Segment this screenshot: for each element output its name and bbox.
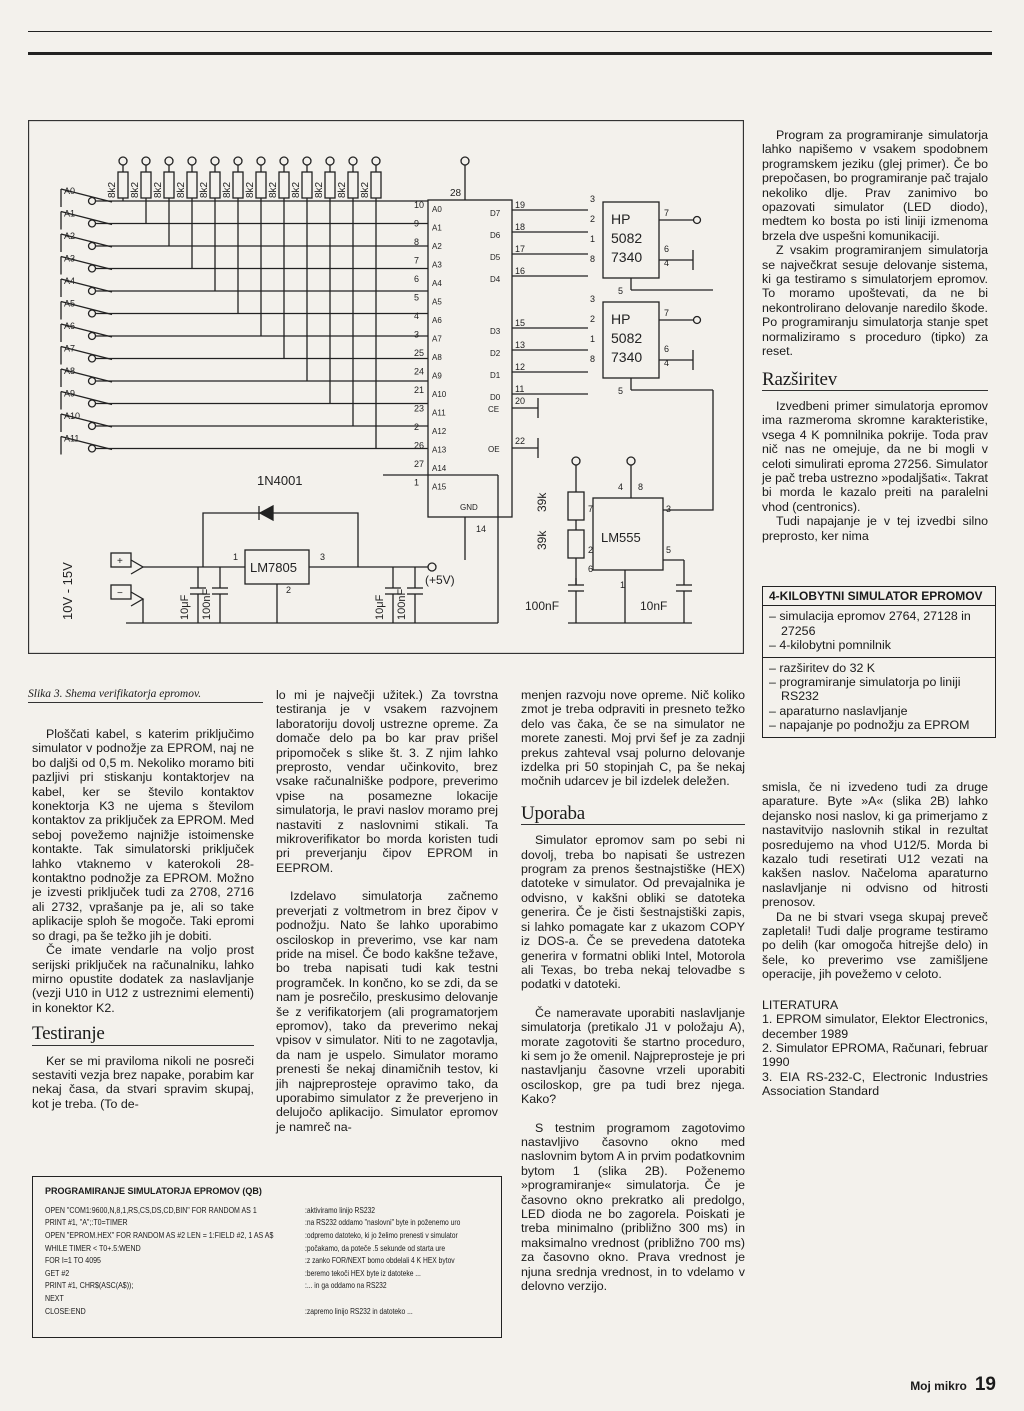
eprom-address-pin: A6 <box>432 316 442 325</box>
address-label: A11 <box>64 433 80 444</box>
resistor-label: 8k2 <box>199 181 210 198</box>
resistor <box>371 172 381 198</box>
code-line <box>33 1229 501 1242</box>
eprom-address-pin: A3 <box>432 260 442 270</box>
switch-contact <box>89 265 96 272</box>
code-line <box>33 1292 501 1305</box>
pullup-node <box>326 157 334 165</box>
pullup-node <box>119 157 127 165</box>
eprom-address-pin: A7 <box>432 334 442 344</box>
display-drivers <box>590 194 713 396</box>
address-label: A1 <box>64 208 76 219</box>
eprom-pin-number: 8 <box>414 237 420 247</box>
address-label: A6 <box>64 321 76 331</box>
spec-item: – aparaturno naslavljanje <box>769 703 908 718</box>
eprom-ce-pin: CE <box>488 405 500 414</box>
code-comment: :počakamo, da poteče .5 sekunde od starta ure <box>305 1242 446 1253</box>
resistor <box>118 172 128 198</box>
pullup-node <box>349 157 357 165</box>
cap-100n-timer: 100nF <box>525 599 560 613</box>
capacitor-label: 10μF <box>179 594 191 620</box>
eprom-pin-number: 3 <box>414 329 420 340</box>
column-4 <box>762 128 988 543</box>
display-pin: 4 <box>664 258 670 268</box>
resistor-label: 8k2 <box>176 181 187 198</box>
resistor-label: 8k2 <box>245 181 256 198</box>
code-comment: :na RS232 oddamo "naslovni" byte in poženemo uro <box>305 1217 461 1228</box>
code-line <box>33 1267 501 1280</box>
col4-paragraph-2: Z vsakim programiranjem simulatorja se največkrat sesuje delovanje sistema, ki ga testiramo s simulatorjem epromov. To moramo upoštevati, da ne bi nekontrolirano delovanje naredilo škode. Po programiranju simulatorja stanje spet normaliziramo s proceduro (tipko) za reset. <box>762 243 988 359</box>
eprom-address-pin: A1 <box>432 223 442 233</box>
code-line <box>33 1254 501 1267</box>
timer-circuit <box>525 390 713 623</box>
eprom-data-pin: D4 <box>490 275 501 284</box>
switch-contact <box>89 333 96 340</box>
switch-contact <box>89 220 96 227</box>
code-comment: :beremo tekoči HEX byte iz datoteke ... <box>305 1267 421 1278</box>
switch-contact <box>89 288 96 295</box>
pullup-node <box>303 157 311 165</box>
magazine-name: Moj mikro <box>910 1379 967 1393</box>
eprom-pin-number: 4 <box>414 311 420 321</box>
capacitor-label: 100nF <box>396 588 408 620</box>
code-line <box>33 1242 501 1255</box>
switch-contact <box>89 355 96 362</box>
address-label: A2 <box>64 231 76 241</box>
column-4-lower <box>762 780 988 1099</box>
pullup-resistors <box>107 157 428 449</box>
page-number: 19 <box>974 1374 996 1395</box>
eprom-address-pin: A15 <box>432 482 447 492</box>
col4-paragraph-3: Izvedbeni primer simulatorja epromov ima razmeroma skromne karakteristike, vsega 4 K pomnilnika pokrije. Toda prav nič nas ne omejuje, da ne bi mogli v celoti simulirati eproma 27256. Simulator je pač treba ustrezno »podaljšati«. Takrat bi morda le kazalo preiti na paralelni vhod (centronics). <box>762 398 988 514</box>
eprom-address-pin: A4 <box>432 279 442 288</box>
address-label: A5 <box>64 298 76 309</box>
svg-text:1: 1 <box>233 552 239 562</box>
code-statement: OPEN "EPROM.HEX" FOR RANDOM AS #2 LEN = 1:FIELD #2, 1 AS A$ <box>45 1229 274 1240</box>
eprom-address-pin: A0 <box>432 205 442 214</box>
code-comment: :odpremo datoteko, ki jo želimo prenesti v simulator <box>305 1229 458 1240</box>
code-statement: CLOSE:END <box>45 1305 86 1316</box>
spec-box-section-1 <box>763 606 995 656</box>
code-statement: GET #2 <box>45 1267 70 1278</box>
display-pin: 5 <box>618 386 624 396</box>
code-listing <box>32 1176 502 1338</box>
pullup-node <box>188 157 196 165</box>
eprom-pin-14: 14 <box>476 524 487 534</box>
code-line <box>33 1204 501 1217</box>
display-node <box>694 217 701 224</box>
display-pin: 6 <box>664 344 670 354</box>
spec-item: – simulacija epromov 2764, 27128 in 27256 <box>769 609 971 638</box>
svg-text:1: 1 <box>620 580 626 590</box>
resistor <box>279 172 289 198</box>
col2-paragraph-2: Izdelavo simulatorja začnemo preverjati z voltmetrom in brez čipov v podnožju. Nato še lahko uporabimo osciloskop in preverimo, vse kar nam pride na misel. Če bodo kakšne težave, bo treba napisati tudi kak testni programček. In končno, ko se zdi, da se nam je posrečilo, preskusimo delovanje še z verifikatorjem (ali programatorjem epromov), tako da preverimo nekaj vpisov v simulator. Niti to ne zagotavlja, da nam je uspelo. Simulator moramo prenesti še nekaj dinamičnih testov, ki jih najpreprosteje opravimo tako, da uporabimo simulator z že preverjeno in delujočo aplikacijo. Simulator epromov je namreč na- <box>276 889 498 1134</box>
resistor-label: 8k2 <box>314 181 325 198</box>
eprom-oe-pin: OE <box>488 445 500 454</box>
spec-item: – razširitev do 32 K <box>769 660 876 675</box>
eprom-right-pin: 22 <box>515 436 526 446</box>
eprom-data-pin: D2 <box>490 349 501 358</box>
eprom-pin-number: 10 <box>414 200 425 210</box>
code-statement: FOR I=1 TO 4095 <box>45 1255 101 1266</box>
display-node <box>694 317 701 324</box>
col4-paragraph-4: Tudi napajanje je v tej izvedbi silno preprosto, ker nima <box>762 514 988 543</box>
code-statement: PRINT #1, CHR$(ASC(A$)); <box>45 1280 134 1291</box>
display-pin: 4 <box>664 358 670 368</box>
eprom-address-pin: A9 <box>432 371 442 381</box>
resistor <box>302 172 312 198</box>
eprom-pin-number: 21 <box>414 385 425 395</box>
heading-razsiritev: Razširitev <box>762 373 988 391</box>
svg-text:7: 7 <box>588 504 594 514</box>
display-pin: 1 <box>590 334 596 344</box>
literature-item: 3. EIA RS-232-C, Electronic Industries Association Standard <box>762 1069 988 1099</box>
address-switches <box>61 186 376 455</box>
eprom-address-pin: A14 <box>432 464 447 473</box>
eprom-pin-number: 24 <box>414 366 425 377</box>
code-line <box>33 1279 501 1292</box>
code-statement: PRINT #1, "A";:T0=TIMER <box>45 1217 128 1228</box>
display-label: 7340 <box>611 349 643 365</box>
address-label: A7 <box>64 343 76 354</box>
svg-text:3: 3 <box>320 552 326 562</box>
resistor-label: 8k2 <box>107 181 118 198</box>
minus-terminal: − <box>117 588 123 599</box>
diode-label: 1N4001 <box>257 473 303 488</box>
column-1 <box>32 727 254 1111</box>
pullup-node <box>280 157 288 165</box>
display-pin: 1 <box>590 234 596 244</box>
spec-box-section-2 <box>763 657 995 737</box>
code-statement: WHILE TIMER < T0+.5:WEND <box>45 1242 141 1253</box>
eprom-right-pin: 17 <box>515 244 526 254</box>
eprom-pin-number: 7 <box>414 255 420 266</box>
svg-text:5: 5 <box>666 545 672 555</box>
col4-paragraph-5: smisla, če ni izvedeno tudi za druge aparature. Byte »A« (slika 2B) lahko dejansko nosi naslov, ki ga primerjamo z nastavitvijo naslovnih stikal in rezultat posredujemo na vhod U12/5. Morda bi kazalo tudi resetirati U12 vezati na kakšen naslov. Načeloma aparaturno naslavljanje ni odvisno od hitrosti prenosov. <box>762 780 988 910</box>
eprom-address-pin: A10 <box>432 390 447 399</box>
eprom-pin-labels <box>414 200 588 512</box>
eprom-right-pin: 11 <box>515 384 525 394</box>
code-line <box>33 1216 501 1229</box>
resistor <box>325 172 335 198</box>
eprom-right-pin: 12 <box>515 362 526 372</box>
svg-text:8: 8 <box>638 482 644 492</box>
spec-item: – napajanje po podnožju za EPROM <box>769 718 970 733</box>
switch-contact <box>89 400 96 407</box>
verifier-schematic <box>28 120 744 654</box>
col1-paragraph-2: Če imate vendarle na voljo prost serijski priključek na računalniku, lahko mirno opustite dodatek za naslavljanje (vezji U10 in U12 z ustreznimi elementi) in konektor K2. <box>32 943 254 1015</box>
display-pin: 2 <box>590 214 596 224</box>
display-label: HP <box>611 211 631 227</box>
display-pin: 5 <box>618 286 624 296</box>
timer-label: LM555 <box>601 530 641 545</box>
eprom-right-pin: 13 <box>515 340 526 350</box>
eprom-address-pin: A13 <box>432 445 447 455</box>
col2-paragraph-1: lo mi je največji užitek.) Za tovrstna testiranja je v vsakem razvojnem laboratoriju dovolj ustrezne opreme. Za domače delo pa bo kar prav prišel pripomoček s slike št. 3. Z njim lahko preprosto, vendar učinkovito, brez vsake računalniške podpore, preverimo vpise na posamezne lokacije simulatorja, le pravi naslov moramo prej nastaviti z naslovnimi stikali. Ta mikroverifikator bo morda koristen tudi pri preverjanju čipov EPROM in EEPROM. <box>276 688 498 875</box>
col3-paragraph-3: Če nameravate uporabiti naslavljanje simulatorja (pretikalo J1 v položaju A), morate zagotoviti še startno proceduro, ki sem jo že omenil. Najpreprosteje je pri nastavljanju časovne vrzeli uporabiti osciloskop, gre pa tudi brez njega. Kako? <box>521 1005 745 1107</box>
page-footer <box>910 1374 996 1396</box>
capacitor-label: 10μF <box>374 594 386 620</box>
col3-paragraph-4: S testnim programom zagotovimo nastavljivo časovno okno med naslovnim bytom A in prvim podatkovnim bytom 1 (slika 2B). Poženemo »programiranje« simulatorja. Če je časovno okno prekratko ali predolgo, LED dioda ne bo zagorela. Poiskati je treba minimalno (približno 300 ms) in maksimalno vrednost (približno 700 ms) za časovno okno. Prava vrednost je njuna srednja vrednost, in to vdelamo v delovno verzijo. <box>521 1120 745 1294</box>
capacitor-label: 100nF <box>201 588 213 620</box>
literature-item: 2. Simulator EPROMA, Računari, februar 1990 <box>762 1040 988 1070</box>
column-3 <box>521 688 745 1293</box>
switch-contact <box>89 378 96 385</box>
literature-title: LITERATURA <box>762 997 839 1012</box>
eprom-address-pin: A5 <box>432 297 442 307</box>
eprom-pin-number: 27 <box>414 459 425 469</box>
eprom-pin-28: 28 <box>450 188 462 199</box>
eprom-data-pin: D5 <box>490 253 501 262</box>
eprom-pin-number: 5 <box>414 292 420 303</box>
code-statement: NEXT <box>45 1292 64 1303</box>
address-label: A4 <box>64 276 76 286</box>
pullup-node <box>142 157 150 165</box>
display-pin: 8 <box>590 254 596 264</box>
switch-contact <box>89 423 96 430</box>
display-pin: 3 <box>590 194 596 204</box>
resistor-label: 8k2 <box>130 181 141 198</box>
col3-paragraph-1: menjen razvoju nove opreme. Nič koliko zmot je treba odpraviti in presneto težko delo vas čaka, če se na simulator ne morete zanesti. Moj prvi šef je za zadnji prekus zahteval vsaj polurno delovanje izdelka pri 50 stopinjah C, pa še nekaj močnih udarcev je bil izdelek deležen. <box>521 688 745 789</box>
display-pin: 7 <box>664 308 670 318</box>
eprom-right-pin: 20 <box>515 396 526 406</box>
resistor-label: 8k2 <box>337 181 348 198</box>
switch-contact <box>89 198 96 205</box>
eprom-pin-number: 25 <box>414 348 425 358</box>
resistor <box>187 172 197 198</box>
eprom-gnd-pin: GND <box>460 503 478 512</box>
eprom-address-pin: A12 <box>432 427 447 436</box>
heading-testiranje: Testiranje <box>32 1027 254 1045</box>
switch-contact <box>89 243 96 250</box>
address-label: A0 <box>64 186 76 196</box>
col4-paragraph-6: Da ne bi stvari vsega skupaj preveč zapletali! Tudi dalje programe testiramo po delih (kar omogoča hitrejše delo) in šele, ko preverimo vse zamišljene operacije, jih povežemo v celoto. <box>762 909 988 982</box>
resistor <box>164 172 174 198</box>
pullup-node <box>211 157 219 165</box>
address-label: A10 <box>64 411 81 421</box>
col1-paragraph-3: Ker se mi praviloma nikoli ne posreči sestaviti vezja brez napake, porabim kar nekaj časa, da stvari spravim skupaj, kot je treba. (To de- <box>32 1053 254 1111</box>
heading-uporaba: Uporaba <box>521 807 745 825</box>
eprom-address-pin: A8 <box>432 353 442 362</box>
code-comment: :aktiviramo linijo RS232 <box>305 1204 376 1215</box>
eprom-pin-number: 6 <box>414 274 420 284</box>
literature-item: 1. EPROM simulator, Elektor Electronics, december 1989 <box>762 1012 988 1041</box>
svg-text:4: 4 <box>618 482 624 492</box>
code-comment: :zapremo linijo RS232 in datoteko ... <box>305 1305 413 1316</box>
supply-label: (+5V) <box>425 573 455 587</box>
regulator-label: LM7805 <box>250 560 297 575</box>
spec-item: – programiranje simulatorja po liniji RS232 <box>769 675 961 704</box>
address-label: A3 <box>64 253 76 264</box>
eprom-pin-number: 9 <box>414 218 420 229</box>
cap-10n: 10nF <box>640 599 668 613</box>
svg-text:3: 3 <box>666 504 672 514</box>
code-title: PROGRAMIRANJE SIMULATORJA EPROMOV (QB) <box>45 1186 262 1196</box>
display-label: HP <box>611 311 631 327</box>
col4-paragraph-1: Program za programiranje simulatorja lahko napišemo v vsakem spodobnem programskem jeziku (glej primer). Če bo prepočasen, bo programiranje pač trajalo nekoliko dlje. Prav zanimivo bo opazovati simulator (LED diodo), medtem ko bosta po isti liniji izmenoma brzela dve uspešni komunikaciji. <box>762 128 988 243</box>
display-pin: 8 <box>590 354 596 364</box>
r39k-b: 39k <box>535 530 549 550</box>
spec-box <box>762 586 996 738</box>
svg-text:2: 2 <box>588 545 594 555</box>
filter-capacitors <box>179 567 423 623</box>
r39k-a: 39k <box>535 492 549 512</box>
pullup-node <box>257 157 265 165</box>
column-2 <box>276 688 498 1134</box>
switch-contact <box>89 310 96 317</box>
pullup-node <box>234 157 242 165</box>
eprom-data-pin: D7 <box>490 209 501 218</box>
eprom-right-pin: 19 <box>515 200 526 210</box>
plus-terminal: + <box>117 556 123 567</box>
display-label: 7340 <box>611 249 643 265</box>
code-lines <box>33 1204 501 1317</box>
eprom-right-pin: 18 <box>515 222 526 232</box>
col3-paragraph-2: Simulator epromov sam po sebi ni dovolj, treba bo napisati še ustrezen program za prenos šestnajstiške (HEX) datoteke v simulator. Od prevajalnika je odvisno, v kakšni obliki se datoteka generira. Če je čisti šestnajstiški zapis, si lahko pomagate kar z ukazom COPY iz DOS-a. Če se prevedena datoteka generira v formatni obliki Intel, Motorola ali Texas, bo treba nekaj telovadbe s podatki v datoteki. <box>521 833 745 992</box>
display-pin: 6 <box>664 244 670 254</box>
eprom-pin-number: 1 <box>414 477 420 488</box>
spec-box-title: 4-KILOBYTNI SIMULATOR EPROMOV <box>763 587 995 606</box>
top-rule-thin <box>28 31 992 32</box>
eprom-pin-number: 26 <box>414 440 425 451</box>
resistor <box>233 172 243 198</box>
pullup-node <box>165 157 173 165</box>
eprom-right-pin: 16 <box>515 266 526 276</box>
resistor <box>348 172 358 198</box>
eprom-data-pin: D6 <box>490 231 501 240</box>
pullup-node <box>372 157 380 165</box>
display-pin: 7 <box>664 208 670 218</box>
svg-text:2: 2 <box>286 585 292 595</box>
resistor <box>256 172 266 198</box>
code-statement: OPEN "COM1:9600,N,8,1,RS,CS,DS,CD,BIN" FOR RANDOM AS 1 <box>45 1204 257 1215</box>
spec-item: – 4-kilobytni pomnilnik <box>769 638 891 653</box>
literature <box>762 998 988 1099</box>
power-supply <box>60 473 498 623</box>
code-line <box>33 1305 501 1318</box>
figure-caption: Slika 3. Shema verifikatorja epromov. <box>28 688 263 703</box>
switch-contact <box>89 445 96 452</box>
top-rule-thick <box>28 52 992 55</box>
eprom-right-pin: 15 <box>515 318 526 328</box>
resistor-label: 8k2 <box>360 181 371 198</box>
eprom-data-pin: D1 <box>490 371 501 380</box>
input-voltage-label: 10V - 15V <box>60 562 75 620</box>
display-label: 5082 <box>611 230 643 246</box>
display-pin: 3 <box>590 294 596 304</box>
display-label: 5082 <box>611 330 643 346</box>
resistor-label: 8k2 <box>268 181 279 198</box>
resistor-label: 8k2 <box>153 181 164 198</box>
code-comment: :... in ga oddamo na RS232 <box>305 1280 387 1291</box>
display-pin: 2 <box>590 314 596 324</box>
eprom-data-pin: D0 <box>490 393 501 402</box>
resistor <box>210 172 220 198</box>
svg-text:6: 6 <box>588 564 594 574</box>
eprom-address-pin: A11 <box>432 408 446 418</box>
address-label: A8 <box>64 366 76 376</box>
eprom-pin-number: 2 <box>414 422 420 432</box>
eprom-address-pin: A2 <box>432 242 442 251</box>
resistor-label: 8k2 <box>291 181 302 198</box>
eprom-pin-number: 23 <box>414 403 425 414</box>
resistor <box>141 172 151 198</box>
eprom-data-pin: D3 <box>490 327 501 336</box>
col1-paragraph-1: Ploščati kabel, s katerim priključimo simulator v podnožje za EPROM, naj ne bo daljši od 0,5 m. Nekoliko moramo biti pazljivi pri stiskanju kontaktorjev na kabel, ker se število kontaktov konektorja K3 ne ujema s številom kontaktov za priključek za EPROM. Med seboj povežemo najnižje istoimenske kontakte. Tak simulatorski priključek lahko vtaknemo v katerokoli 28-kontaktno podnožje za EPROM. Možno je izvesti priključek tudi za 2708, 2716 ali 2732, vprašanje pa je, ali so take aplikacije sploh še mogoče. Taki epromi so dragi, pa še težko jih je dobiti. <box>32 727 254 943</box>
code-comment: :z zanko FOR/NEXT bomo obdelali 4 K HEX bytov <box>305 1255 455 1266</box>
address-label: A9 <box>64 388 76 399</box>
resistor-label: 8k2 <box>222 181 233 198</box>
